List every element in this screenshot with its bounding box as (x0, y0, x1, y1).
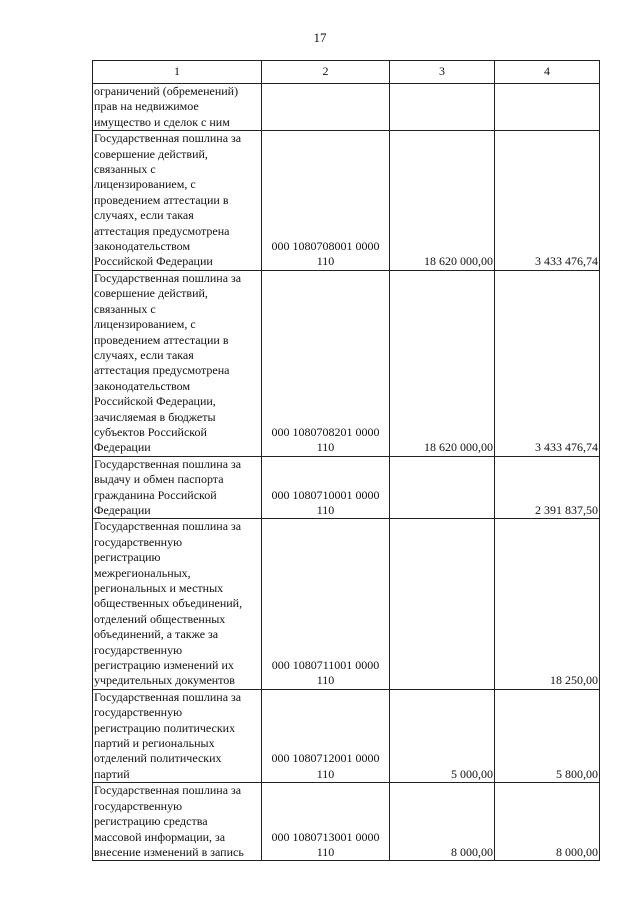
table-row (93, 84, 600, 131)
revenue-name-line: партий и региональных (94, 736, 215, 751)
table-row (93, 270, 600, 456)
header-col-3: 3 (390, 61, 495, 84)
revenue-name-line: аттестация предусмотрена (94, 223, 230, 238)
budget-code-line: 000 1080711001 0000 (271, 658, 380, 673)
revenue-name-line: имущество и сделок с ним (94, 114, 230, 129)
revenue-name-line: совершение действий, (94, 146, 208, 161)
budget-code-cell (262, 456, 390, 519)
table-row (93, 689, 600, 782)
revenue-name-cell (93, 84, 262, 131)
revenue-name-line: субъектов Российской (94, 424, 207, 439)
revenue-name-line: случаях, если такая (94, 208, 194, 223)
planned-amount-cell (390, 456, 495, 519)
budget-code-cell (262, 689, 390, 782)
table-row (93, 783, 600, 861)
table-row (93, 456, 600, 519)
revenue-name-cell (93, 519, 262, 689)
budget-code-cell (262, 783, 390, 861)
revenue-name-line: объединений, а также за (94, 627, 219, 642)
revenue-name-line: регистрацию средства (94, 814, 208, 829)
revenue-name-line: регистрацию политических (94, 720, 236, 735)
actual-amount-cell (495, 84, 600, 131)
revenue-name-line: гражданина Российской (94, 487, 217, 502)
revenue-name-line: межрегиональных, (94, 565, 191, 580)
planned-amount-cell: 18 620 000,00 (390, 270, 495, 456)
budget-code-line: 110 (316, 844, 335, 859)
revenue-name-line: аттестация предусмотрена (94, 363, 230, 378)
planned-amount-cell: 18 620 000,00 (390, 131, 495, 271)
budget-code-line (263, 115, 388, 130)
revenue-name-line: регистрацию (94, 550, 161, 565)
revenue-name-line: Государственная пошлина за (94, 783, 242, 798)
budget-code-line: 110 (316, 440, 335, 455)
budget-code-cell (262, 84, 390, 131)
revenue-name-line: массовой информации, за (94, 829, 226, 844)
revenue-name-line: государственную (94, 705, 183, 720)
revenue-name-line: выдачу и обмен паспорта (94, 472, 224, 487)
revenue-name-line: законодательством (94, 239, 191, 254)
revenue-name-line: Государственная пошлина за (94, 131, 242, 146)
table-header-row (93, 61, 600, 84)
page-number: 17 (313, 30, 327, 45)
budget-code-line: 110 (316, 254, 335, 269)
budget-code-line: 110 (316, 673, 335, 688)
actual-amount-cell: 18 250,00 (495, 519, 600, 689)
revenue-name-line: отделений общественных (94, 611, 226, 626)
revenue-name-cell (93, 456, 262, 519)
revenue-name-line: Федерации (94, 440, 151, 455)
revenue-name-line: зачисляемая в бюджеты (94, 409, 216, 424)
planned-amount-cell (390, 84, 495, 131)
revenue-name-line: прав на недвижимое (94, 99, 199, 114)
budget-code-cell (262, 131, 390, 271)
revenue-name-line: государственную (94, 798, 183, 813)
revenue-name-line: Российской Федерации (94, 254, 213, 269)
revenue-name-line: Государственная пошлина за (94, 689, 242, 704)
revenue-name-line: Российской Федерации, (94, 394, 216, 409)
budget-code-line (263, 99, 388, 114)
revenue-name-line: Федерации (94, 502, 151, 517)
budget-code-line: 000 1080708201 0000 (271, 424, 380, 439)
revenue-name-line: партий (94, 766, 130, 781)
budget-code-cell (262, 270, 390, 456)
actual-amount-cell: 5 800,00 (495, 689, 600, 782)
planned-amount-cell: 8 000,00 (390, 783, 495, 861)
budget-code-line: 000 1080710001 0000 (271, 487, 380, 502)
budget-code-line: 110 (316, 502, 335, 517)
revenue-name-line: связанных с (94, 162, 156, 177)
table-row (93, 519, 600, 689)
revenue-name-line: Государственная пошлина за (94, 519, 242, 534)
header-col-1: 1 (93, 61, 262, 84)
revenue-name-line: государственную (94, 534, 183, 549)
revenue-name-line: Государственная пошлина за (94, 456, 242, 471)
planned-amount-cell: 5 000,00 (390, 689, 495, 782)
actual-amount-cell: 3 433 476,74 (495, 131, 600, 271)
revenue-name-line: внесение изменений в запись (94, 844, 244, 859)
revenue-name-cell (93, 131, 262, 271)
revenue-name-line: проведением аттестации в (94, 332, 229, 347)
actual-amount-cell: 3 433 476,74 (495, 270, 600, 456)
revenue-name-cell (93, 783, 262, 861)
budget-code-line: 110 (316, 766, 335, 781)
revenue-name-line: случаях, если такая (94, 347, 194, 362)
header-col-2: 2 (262, 61, 390, 84)
revenue-name-line: регистрацию изменений их (94, 658, 234, 673)
revenue-name-line: совершение действий, (94, 286, 208, 301)
planned-amount-cell (390, 519, 495, 689)
actual-amount-cell: 8 000,00 (495, 783, 600, 861)
actual-amount-cell: 2 391 837,50 (495, 456, 600, 519)
revenue-name-line: государственную (94, 642, 183, 657)
revenue-name-line: законодательством (94, 378, 191, 393)
revenue-name-line: лицензированием, с (94, 317, 196, 332)
revenue-name-cell (93, 689, 262, 782)
budget-code-cell (262, 519, 390, 689)
revenue-name-line: отделений политических (94, 751, 222, 766)
budget-code-line: 000 1080713001 0000 (271, 829, 380, 844)
revenue-name-line: общественных объединений, (94, 596, 243, 611)
budget-code-line: 000 1080712001 0000 (271, 751, 380, 766)
revenue-name-cell (93, 270, 262, 456)
budget-code-line: 000 1080708001 0000 (271, 239, 380, 254)
table-row (93, 131, 600, 271)
revenue-name-line: региональных и местных (94, 581, 224, 595)
revenue-name-line: лицензированием, с (94, 177, 196, 192)
table-body (93, 84, 600, 861)
revenue-name-line: ограничений (обременений) (94, 84, 239, 98)
budget-revenue-table (92, 60, 600, 861)
revenue-name-line: Государственная пошлина за (94, 270, 242, 285)
revenue-name-line: проведением аттестации в (94, 192, 229, 207)
revenue-name-line: связанных с (94, 301, 156, 316)
revenue-name-line: учредительных документов (94, 673, 235, 688)
header-col-4: 4 (495, 61, 600, 84)
